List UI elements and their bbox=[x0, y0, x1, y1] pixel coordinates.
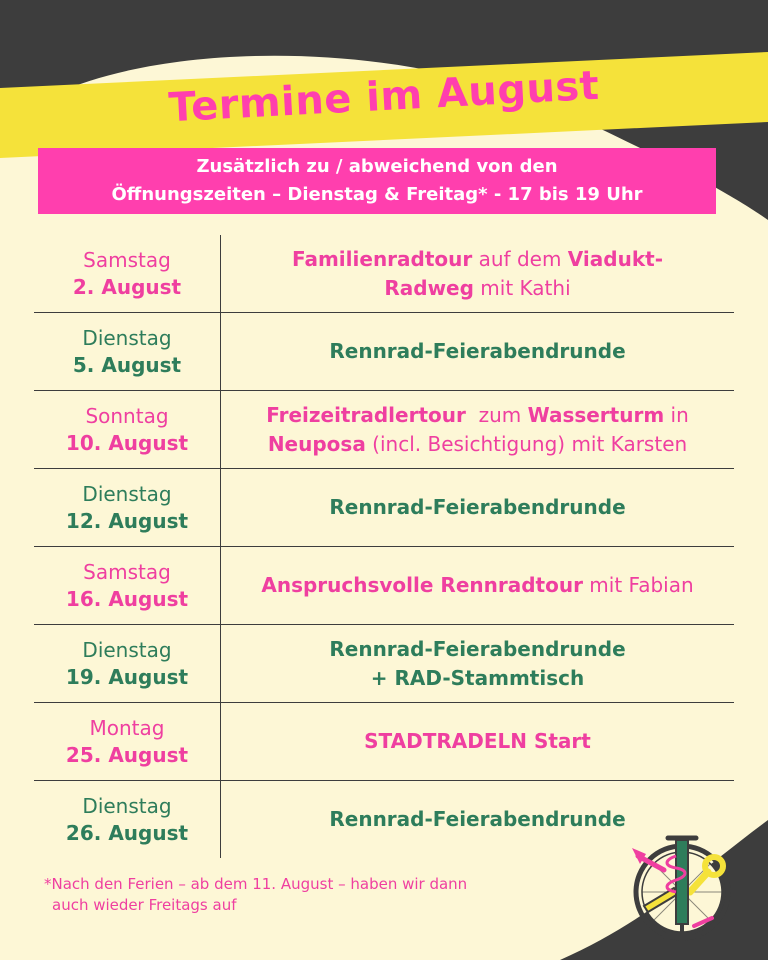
event-line-2: Radweg mit Kathi bbox=[384, 275, 571, 300]
event-line-2: + RAD-Stammtisch bbox=[370, 665, 585, 690]
event-cell bbox=[221, 235, 734, 312]
events-table bbox=[34, 235, 734, 858]
event-line-1: Familienradtour auf dem Viadukt- bbox=[291, 246, 663, 271]
date: 5. August bbox=[72, 352, 182, 377]
event-row bbox=[34, 703, 734, 781]
event-cell bbox=[221, 469, 734, 546]
event-cell bbox=[221, 547, 734, 624]
event-row bbox=[34, 625, 734, 703]
event-line-1: Rennrad-Feierabendrunde bbox=[329, 636, 626, 661]
weekday: Dienstag bbox=[82, 325, 172, 350]
event-cell bbox=[221, 703, 734, 780]
weekday: Montag bbox=[89, 715, 165, 740]
event-cell bbox=[221, 391, 734, 468]
date-cell bbox=[34, 625, 221, 702]
date: 19. August bbox=[65, 664, 189, 689]
event-line-1: Rennrad-Feierabendrunde bbox=[329, 807, 626, 831]
subtitle-line-1: Zusätzlich zu / abweichend von den bbox=[196, 156, 558, 177]
date-cell bbox=[34, 547, 221, 624]
date-cell bbox=[34, 469, 221, 546]
event-line-1: Freizeitradlertour zum Wasserturm in bbox=[266, 402, 689, 427]
page-title: Termine im August bbox=[167, 62, 601, 132]
date-cell bbox=[34, 313, 221, 390]
event-row bbox=[34, 391, 734, 469]
date: 12. August bbox=[65, 508, 189, 533]
event-row bbox=[34, 235, 734, 313]
weekday: Samstag bbox=[83, 247, 171, 272]
weekday: Samstag bbox=[83, 559, 171, 584]
date-cell bbox=[34, 703, 221, 780]
weekday: Dienstag bbox=[82, 637, 172, 662]
date: 25. August bbox=[65, 742, 189, 767]
event-cell bbox=[221, 625, 734, 702]
event-line-1: Rennrad-Feierabendrunde bbox=[329, 339, 626, 363]
subtitle-line-2: Öffnungszeiten – Dienstag & Freitag* - 17 bis 19 Uhr bbox=[111, 184, 643, 205]
event-line-1: Rennrad-Feierabendrunde bbox=[329, 495, 626, 519]
event-row bbox=[34, 469, 734, 547]
footnote-line-2: auch wieder Freitags auf bbox=[52, 896, 237, 914]
event-line-1: STADTRADELN Start bbox=[364, 729, 591, 753]
date: 10. August bbox=[65, 430, 189, 455]
bike-tools-logo-icon bbox=[624, 826, 740, 950]
date-cell bbox=[34, 235, 221, 312]
date: 16. August bbox=[65, 586, 189, 611]
event-row bbox=[34, 547, 734, 625]
event-cell bbox=[221, 313, 734, 390]
weekday: Sonntag bbox=[85, 403, 169, 428]
event-row bbox=[34, 313, 734, 391]
footnote-line-1: *Nach den Ferien – ab dem 11. August – haben wir dann bbox=[44, 875, 468, 893]
date: 2. August bbox=[72, 274, 182, 299]
footnote bbox=[44, 874, 584, 916]
opening-hours-banner bbox=[38, 148, 716, 214]
date: 26. August bbox=[65, 820, 189, 845]
date-cell bbox=[34, 391, 221, 468]
weekday: Dienstag bbox=[82, 793, 172, 818]
weekday: Dienstag bbox=[82, 481, 172, 506]
event-line-2: Neuposa (incl. Besichtigung) mit Karsten bbox=[267, 431, 688, 456]
event-line-1: Anspruchsvolle Rennradtour mit Fabian bbox=[261, 573, 694, 597]
date-cell bbox=[34, 781, 221, 858]
